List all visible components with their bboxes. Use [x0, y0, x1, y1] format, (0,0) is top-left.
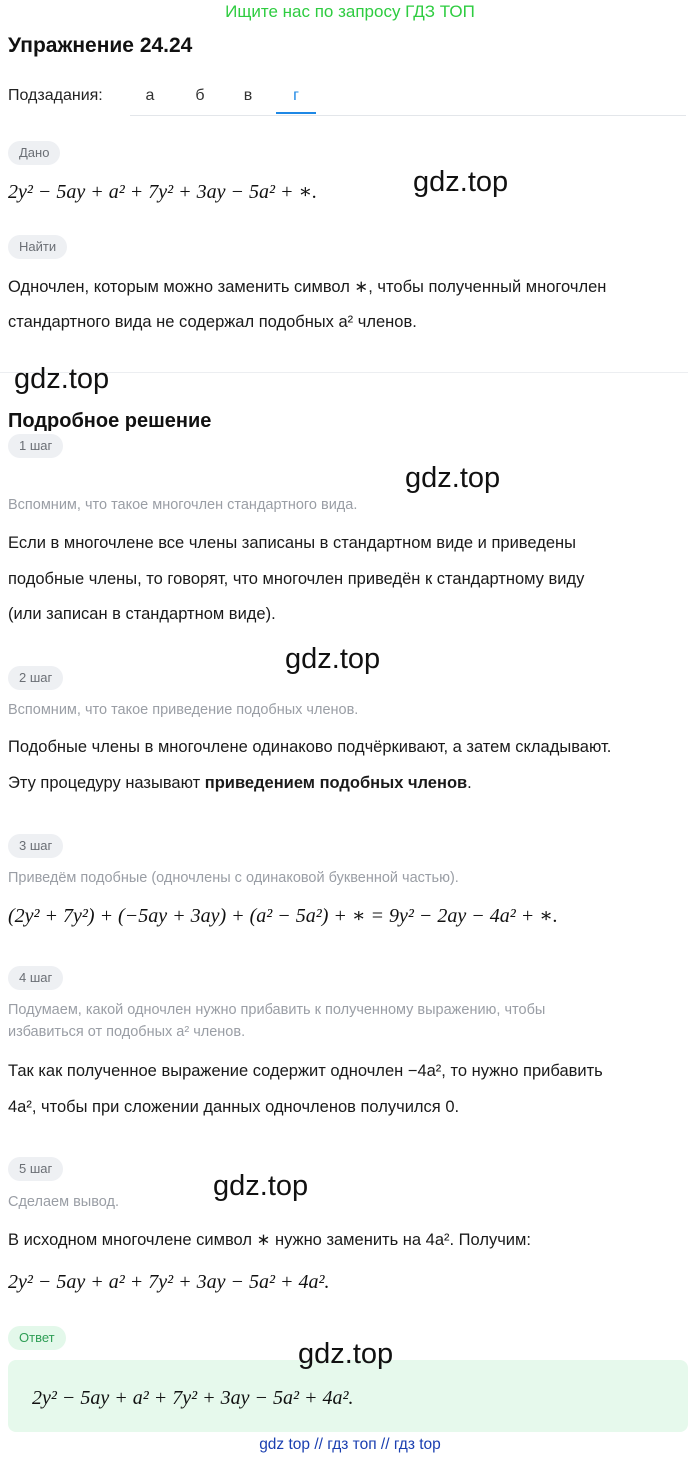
step-3-expression: (2y² + 7y²) + (−5ay + 3ay) + (a² − 5a²) + ∗ = 9y² − 2ay − 4a² + ∗.	[8, 905, 558, 927]
step-2-bold-term: приведением подобных членов	[204, 774, 468, 792]
given-badge: Дано	[8, 141, 60, 165]
step-2-text-suffix: .	[467, 774, 472, 792]
step-2-hint: Вспомним, что такое приведение подобных членов.	[8, 702, 359, 718]
find-text-line-1: Одночлен, которым можно заменить символ ∗, чтобы полученный многочлен	[8, 278, 607, 296]
step-4-hint-line-2: избавиться от подобных a² членов.	[8, 1024, 246, 1040]
solution-title: Подробное решение	[8, 410, 212, 432]
step-4-text-line-2: 4a², чтобы при сложении данных одночленов получился 0.	[8, 1098, 460, 1116]
step-2-text-line-1: Подобные члены в многочлене одинаково подчёркивают, а затем складывают.	[8, 738, 612, 756]
step-2-badge: 2 шаг	[8, 666, 63, 690]
step-4-hint-line-1: Подумаем, какой одночлен нужно прибавить к полученному выражению, чтобы	[8, 1002, 546, 1018]
subtask-tab-a[interactable]: а	[145, 87, 155, 104]
step-2-text-prefix: Эту процедуру называют	[8, 774, 205, 792]
step-1-badge: 1 шаг	[8, 434, 63, 458]
watermark: gdz.top	[298, 1338, 394, 1370]
step-4-badge: 4 шаг	[8, 966, 63, 990]
page-title: Упражнение 24.24	[8, 34, 193, 57]
step-4-text-line-1: Так как полученное выражение содержит одночлен −4a², то нужно прибавить	[8, 1062, 603, 1080]
subtask-tab-v[interactable]: в	[243, 87, 253, 104]
answer-expression: 2y² − 5ay + a² + 7y² + 3ay − 5a² + 4a².	[32, 1387, 354, 1409]
step-1-text-line-3: (или записан в стандартном виде).	[8, 605, 276, 623]
step-5-text: В исходном многочлене символ ∗ нужно заменить на 4a². Получим:	[8, 1231, 531, 1249]
watermark: gdz.top	[285, 643, 381, 675]
step-3-badge: 3 шаг	[8, 834, 63, 858]
watermark: gdz.top	[213, 1170, 309, 1202]
step-1-hint: Вспомним, что такое многочлен стандартного вида.	[8, 497, 358, 513]
search-banner: Ищите нас по запросу ГДЗ ТОП	[225, 2, 475, 21]
find-badge: Найти	[8, 235, 67, 259]
step-5-expression: 2y² − 5ay + a² + 7y² + 3ay − 5a² + 4a².	[8, 1271, 330, 1293]
step-5-badge: 5 шаг	[8, 1157, 63, 1181]
subtasks-divider	[130, 115, 686, 116]
watermark: gdz.top	[413, 166, 509, 198]
answer-badge: Ответ	[8, 1326, 66, 1350]
step-1-text-line-1: Если в многочлене все члены записаны в стандартном виде и приведены	[8, 534, 576, 552]
subtask-tab-b[interactable]: б	[195, 87, 205, 104]
watermark: gdz.top	[405, 462, 501, 494]
subtask-tab-g[interactable]: г	[293, 87, 299, 104]
active-tab-indicator	[276, 112, 316, 114]
step-2-text-line-2	[8, 774, 472, 793]
subtasks-label: Подзадания:	[8, 87, 103, 104]
step-5-hint: Сделаем вывод.	[8, 1194, 120, 1210]
step-3-hint: Приведём подобные (одночлены с одинаковой буквенной частью).	[8, 870, 459, 886]
find-text-line-2: стандартного вида не содержал подобных a² членов.	[8, 313, 417, 331]
footer-links[interactable]: gdz top // гдз топ // гдз top	[259, 1436, 441, 1453]
watermark: gdz.top	[14, 363, 110, 395]
given-expression: 2y² − 5ay + a² + 7y² + 3ay − 5a² + ∗.	[8, 181, 318, 203]
step-1-text-line-2: подобные члены, то говорят, что многочлен приведён к стандартному виду	[8, 570, 585, 588]
